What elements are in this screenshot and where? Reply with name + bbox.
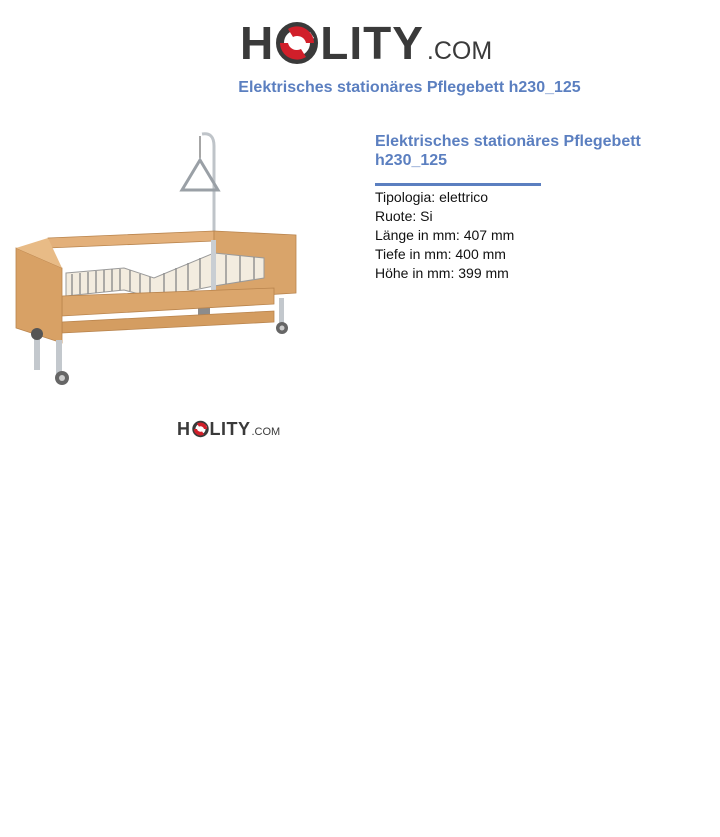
logo-letters-lity: LITY bbox=[320, 17, 424, 69]
logo-small-domain: .COM bbox=[251, 426, 281, 438]
product-image bbox=[14, 128, 304, 393]
spec-laenge: Länge in mm: 407 mm bbox=[375, 227, 515, 243]
spec-hoehe: Höhe in mm: 399 mm bbox=[375, 265, 509, 281]
bed-illustration bbox=[14, 128, 304, 393]
spec-ruote: Ruote: Si bbox=[375, 208, 433, 224]
product-info bbox=[375, 132, 675, 283]
holity-logo-small bbox=[177, 418, 280, 438]
logo-o-icon bbox=[276, 20, 318, 66]
logo-small-letter-h: H bbox=[177, 419, 191, 439]
logo-small-o-icon bbox=[192, 420, 209, 438]
logo-small-letters-lity: LITY bbox=[209, 419, 251, 439]
page-title: Elektrisches stationäres Pflegebett h230_125 bbox=[238, 79, 581, 96]
logo-domain: .COM bbox=[426, 37, 493, 65]
title-divider bbox=[375, 183, 541, 186]
product-title: Elektrisches stationäres Pflegebett h230_125 bbox=[375, 133, 641, 169]
spec-tiefe: Tiefe in mm: 400 mm bbox=[375, 246, 506, 262]
logo-letter-h: H bbox=[240, 17, 275, 69]
holity-logo[interactable] bbox=[240, 14, 493, 69]
spec-tipologia: Tipologia: elettrico bbox=[375, 189, 489, 205]
